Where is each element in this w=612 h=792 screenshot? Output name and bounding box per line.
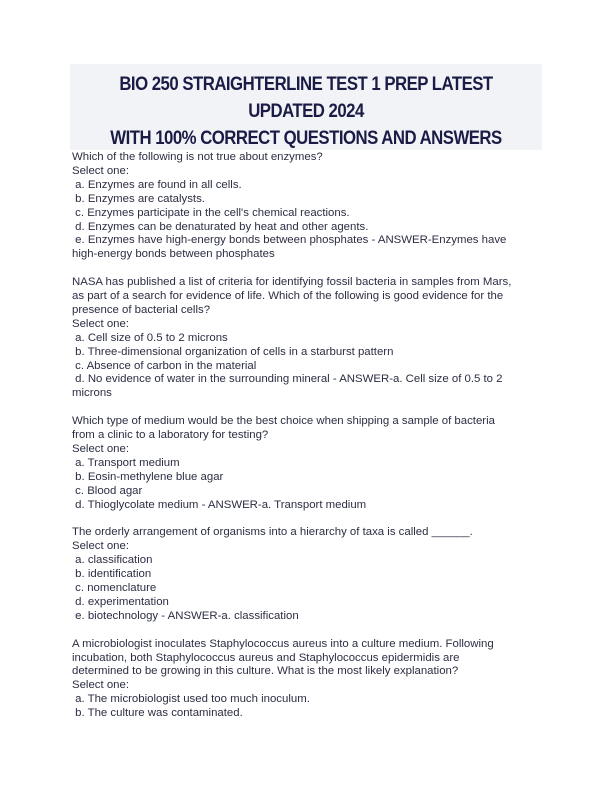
option-b: b. The culture was contaminated. [72,707,243,720]
question-text: Which of the following is not true about enzymes? [72,151,323,163]
option-c: c. Blood agar [72,484,143,497]
question-text: as part of a search for evidence of life. Which of the following is good evidence for the [72,290,504,303]
question-text: NASA has published a list of criteria for identifying fossil bacteria in samples from Mars, [72,276,512,289]
option-a: a. classification [72,554,153,567]
question-list [72,151,544,735]
title-line-2: WITH 100% CORRECT QUESTIONS AND ANSWERS [110,127,502,149]
option-a: a. Transport medium [72,456,180,469]
question-block-1 [72,151,544,262]
option-a: a. Enzymes are found in all cells. [72,178,242,191]
select-one-label: Select one: [72,317,129,330]
document-title [103,71,509,152]
option-b: b. Three-dimensional organization of cells in a starburst pattern [72,345,394,358]
option-b: b. Enzymes are catalysts. [72,192,205,205]
option-e-with-answer: e. biotechnology - ANSWER-a. classification [72,609,299,622]
question-block-3 [72,415,544,512]
title-line-1: BIO 250 STRAIGHTERLINE TEST 1 PREP LATEST UPDATED 2024 [119,73,497,122]
question-text: incubation, both Staphylococcus aureus and Staphylococcus epidermidis are [72,651,460,664]
option-c: c. Enzymes participate in the cell's chemical reactions. [72,206,350,219]
question-block-4 [72,526,544,623]
question-text: Which type of medium would be the best choice when shipping a sample of bacteria [72,415,495,428]
question-block-5 [72,638,544,721]
option-b: b. identification [72,568,152,581]
option-d: d. Enzymes can be denaturated by heat and other agents. [72,220,369,233]
option-e-with-answer: e. Enzymes have high-energy bonds between phosphates - ANSWER-Enzymes have [72,234,507,247]
question-text: determined to be growing in this culture. What is the most likely explanation? [72,665,459,678]
question-text: presence of bacterial cells? [72,303,211,316]
question-block-2 [72,276,544,401]
select-one-label: Select one: [72,679,129,692]
select-one-label: Select one: [72,540,129,553]
option-d: d. experimentation [72,595,169,608]
answer-continuation: high-energy bonds between phosphates [72,248,275,261]
question-text: from a clinic to a laboratory for testing? [72,429,269,442]
option-d-with-answer: d. No evidence of water in the surrounding mineral - ANSWER-a. Cell size of 0.5 to 2 [72,373,503,386]
answer-continuation: microns [72,387,112,400]
option-b: b. Eosin-methylene blue agar [72,470,224,483]
question-text: A microbiologist inoculates Staphylococcus aureus into a culture medium. Following [72,637,494,650]
option-a: a. Cell size of 0.5 to 2 microns [72,331,228,344]
select-one-label: Select one: [72,164,129,177]
select-one-label: Select one: [72,443,129,455]
question-text: The orderly arrangement of organisms into a hierarchy of taxa is called ______. [72,526,473,539]
option-c: c. Absence of carbon in the material [72,359,257,372]
option-c: c. nomenclature [72,582,157,595]
option-d-with-answer: d. Thioglycolate medium - ANSWER-a. Transport medium [72,498,367,511]
option-a: a. The microbiologist used too much inoculum. [72,693,310,706]
